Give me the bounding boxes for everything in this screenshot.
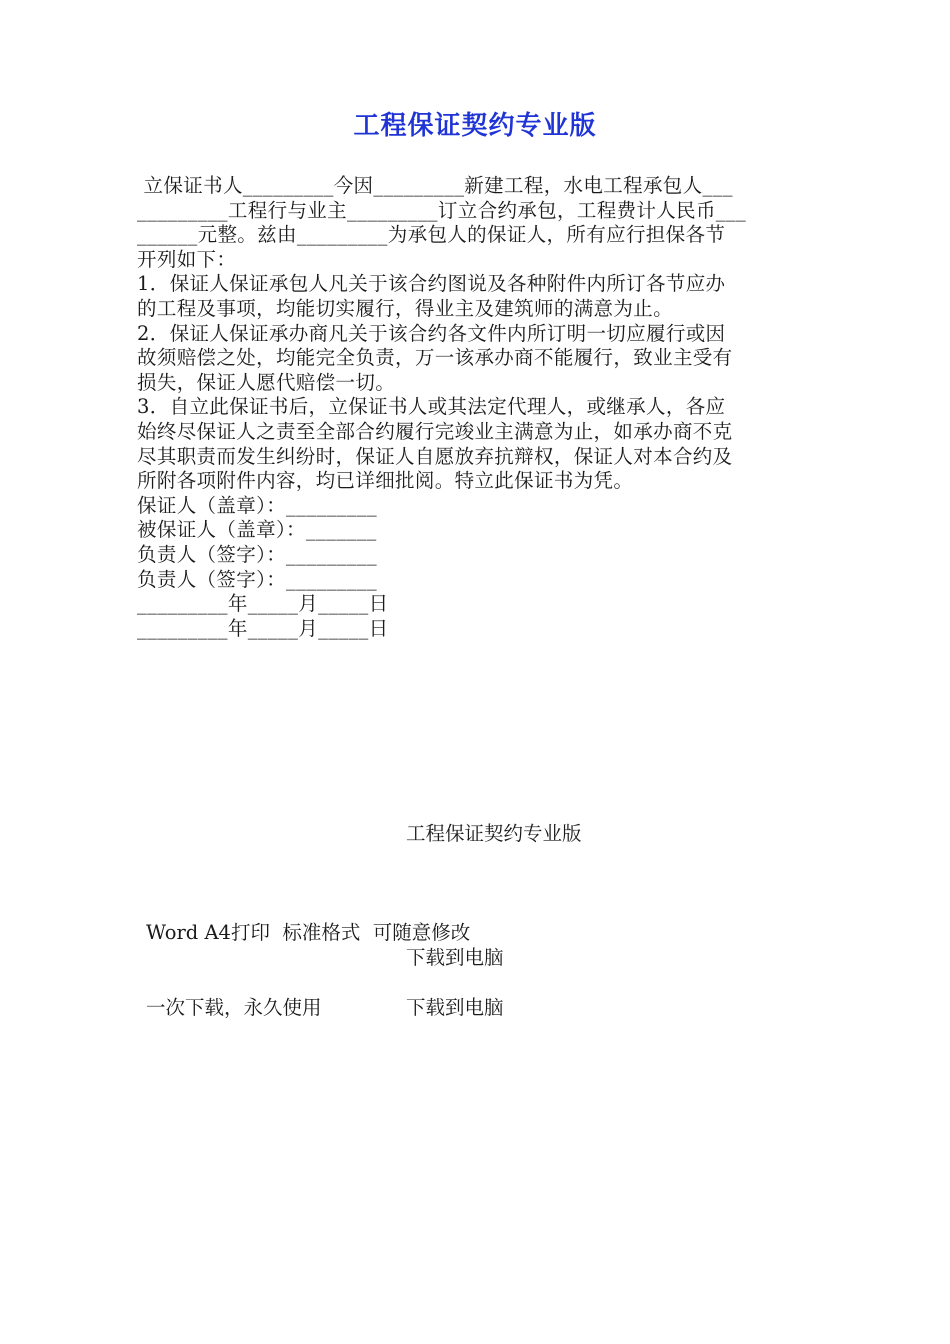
- download-to-computer-link[interactable]: 下载到电脑: [406, 946, 504, 969]
- document-body: [137, 174, 819, 641]
- date-line: _________年_____月_____日: [137, 592, 389, 616]
- body-line: ______元整。兹由_________为承包人的保证人，所有应行担保各节: [137, 223, 726, 247]
- guarantor-seal-line: 保证人（盖章）：_________: [137, 493, 377, 517]
- clause-3-line: 尽其职责而发生纠纷时，保证人自愿放弃抗辩权，保证人对本合约及: [137, 444, 733, 468]
- clause-2-line: 损失，保证人愿代赔偿一切。: [137, 370, 396, 394]
- download-to-computer-link[interactable]: 下载到电脑: [406, 996, 504, 1019]
- body-line: 立保证书人_________今因_________新建工程，水电工程承包人___: [137, 174, 733, 197]
- features-line: Word A4打印 标准格式 可随意修改: [146, 921, 471, 944]
- guaranteed-party-seal-line: 被保证人（盖章）：_______: [137, 518, 377, 542]
- features-line: 一次下载，永久使用: [146, 996, 322, 1019]
- clause-3-line: 所附各项附件内容，均已详细批阅。特立此保证书为凭。: [137, 469, 634, 493]
- clause-2-line: 故须赔偿之处，均能完全负责，万一该承办商不能履行，致业主受有: [137, 346, 733, 370]
- body-line: 开列如下：: [137, 247, 237, 271]
- clause-3-line: 始终尽保证人之责至全部合约履行完竣业主满意为止，如承办商不克: [137, 419, 733, 443]
- date-line: _________年_____月_____日: [137, 616, 389, 640]
- clause-2-line: 2．保证人保证承办商凡关于该合约各文件内所订明一切应履行或因: [137, 321, 726, 345]
- body-line: _________工程行与业主_________订立合约承包，工程费计人民币___: [137, 198, 747, 222]
- responsible-person-signature-line: 负责人（签字）：_________: [137, 567, 377, 591]
- responsible-person-signature-line: 负责人（签字）：_________: [137, 542, 377, 566]
- document-title: 工程保证契约专业版: [353, 111, 597, 141]
- clause-1-line: 1．保证人保证承包人凡关于该合约图说及各种附件内所订各节应办: [137, 272, 726, 296]
- footer-title: 工程保证契约专业版: [406, 822, 582, 845]
- clause-3-line: 3．自立此保证书后，立保证书人或其法定代理人，或继承人，各应: [137, 395, 726, 419]
- clause-1-line: 的工程及事项，均能切实履行，得业主及建筑师的满意为止。: [137, 296, 673, 320]
